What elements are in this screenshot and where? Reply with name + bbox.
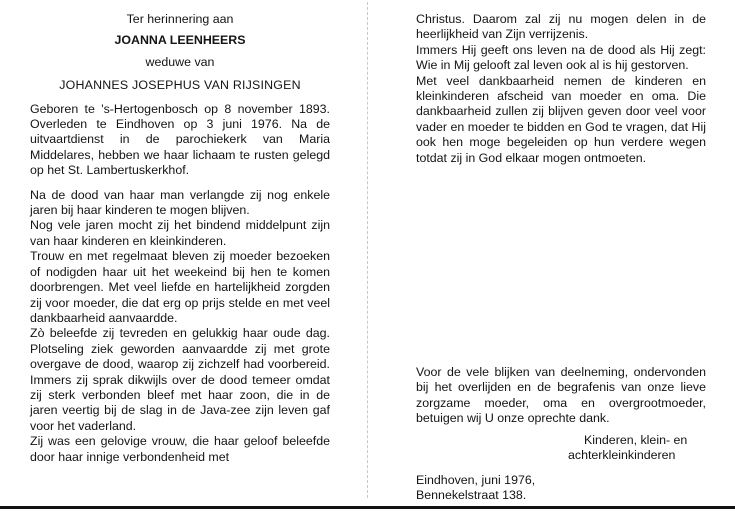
signature-line: Kinderen, klein- en — [584, 433, 688, 447]
biography-paragraph: Geboren te 's-Hertogenbosch op 8 november 1893. Overleden te Eindhoven op 3 juni 1976. Na de uitvaartdienst in de parochiekerk van Maria Middelares, hebben we haar lichaam te rusten gelegd op het St. Lambertuskerkhof. — [30, 101, 330, 178]
place-and-date — [416, 473, 616, 504]
address-line: Bennekelstraat 138. — [416, 488, 527, 503]
thanks-paragraph: Voor de vele blijken van deelneming, ondervonden bij het overlijden en de begrafenis van onze lieve zorgzame moeder, oma en overgrootmoeder, betuigen wij U onze oprechte dank. — [416, 365, 706, 426]
text-paragraph: Nog vele jaren mocht zij het bindend middelpunt zijn van haar kinderen en kleinkinderen. — [30, 218, 330, 248]
relation-text: weduwe van — [145, 54, 215, 69]
text-paragraph: Trouw en met regelmaat bleven zij moeder bezoeken of nodigden haar uit het weekeind bij hen te komen doorbrengen. Met veel liefde en hartelijkheid zorgden zij voor moeder, die dat erg op prijs stelde en met veel dankbaarheid aanvaardde. — [30, 249, 330, 325]
text-paragraph: Zij was een gelovige vrouw, die haar geloof beleefde door haar innige verbondenheid met — [30, 434, 330, 464]
text-paragraph: Christus. Daarom zal zij nu mogen delen in de heerlijkheid van Zijn verrijzenis. — [416, 12, 706, 42]
family-signature — [568, 433, 714, 464]
right-column — [416, 12, 706, 166]
left-column — [30, 12, 330, 465]
husband-name: JOHANNES JOSEPHUS VAN RIJSINGEN — [59, 78, 301, 93]
fold-line — [367, 2, 368, 498]
intro-text: Ter herinnering aan — [126, 12, 234, 26]
text-paragraph: Immers Hij geeft ons leven na de dood als Hij zegt: Wie in Mij gelooft zal leven ook al is hij gestorven. — [416, 42, 706, 73]
text-paragraph: Na de dood van haar man verlangde zij nog enkele jaren bij haar kinderen te mogen blijven. — [30, 187, 330, 218]
text-paragraph: Zò beleefde zij tevreden en gelukkig haar oude dag. Plotseling ziek geworden aanvaardde zij met grote overgave de dood, waarop zij zichzelf had voorbereid. Immers zij sprak dikwijls over de dood temeer omdat zij sterk verbonden bleef met haar zoon, die in de jaren veertig bij de slag in de Java-zee zijn leven gaf voor het vaderland. — [30, 326, 330, 433]
card-bottom-edge — [0, 506, 735, 525]
signature-line: achterkleinkinderen — [568, 448, 676, 463]
text-paragraph: Met veel dankbaarheid nemen de kinderen en kleinkinderen afscheid van moeder en oma. Die dankbaarheid zullen zij blijven geven door veel voor vader en moeder te bidden en God te vragen, dat Hij ook hen moge begeleiden op hun verdere wegen totdat zij in God elkaar mogen ontmoeten. — [416, 73, 706, 165]
place-line: Eindhoven, juni 1976, — [416, 473, 536, 487]
deceased-name: JOANNA LEENHEERS — [114, 33, 246, 48]
